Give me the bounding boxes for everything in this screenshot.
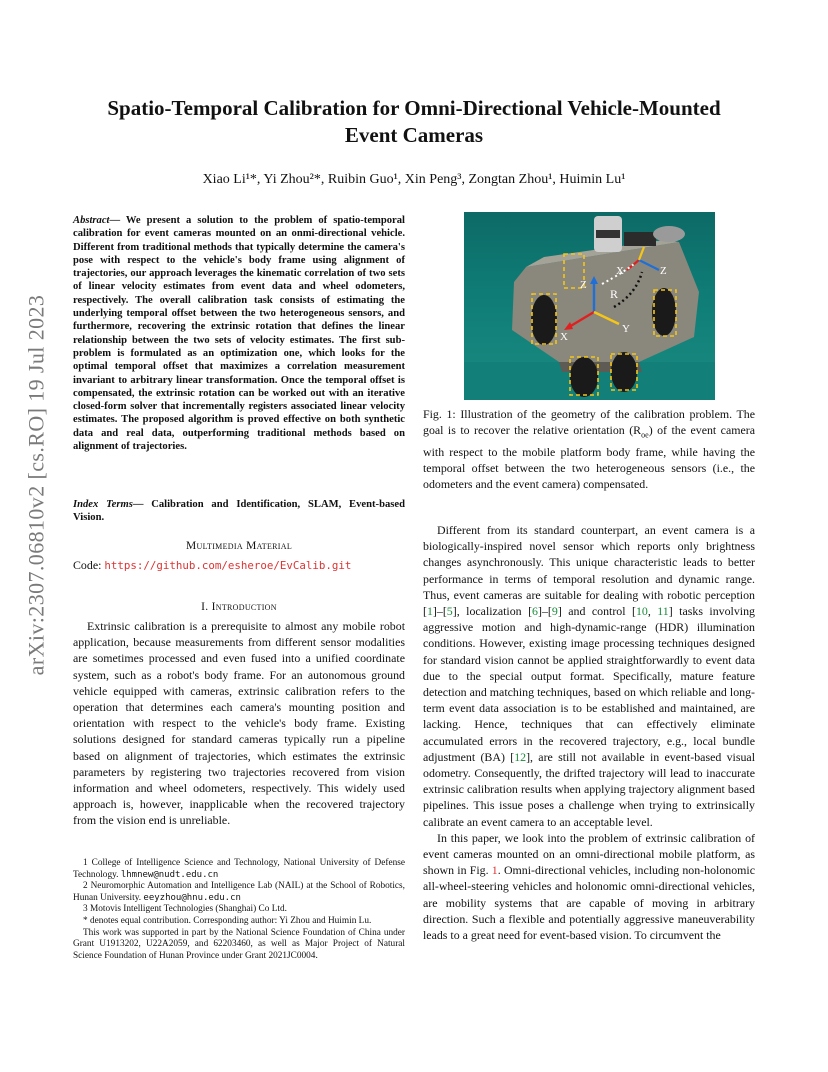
code-label: Code: — [73, 558, 105, 572]
citation-link[interactable]: 11 — [657, 604, 669, 619]
index-terms-lead: Index Terms — [73, 499, 133, 510]
right-column-body — [423, 522, 755, 943]
citation-link[interactable]: 12 — [514, 749, 527, 764]
wheel-icon — [531, 295, 557, 345]
paragraph: Different from its standard counterpart, an event camera is a biologically-inspired novel sensor which reports only brightness changes asynchronously. This unique characteristic leads to better performance in terms of temporal resolution and dynamic range. Thus, event cameras are suitable for dealing with robotic perception [1]–[5], localization [6]–[9] and control [10, 11] tasks involving aggressive motion and high-dynamic-range (HDR) illumination conditions. However, existing image processing techniques designed for standard vision cannot be applied straightforwardly to event data due to the special output format. Specifically, mature feature detection and matching techniques, based on which reliable and long-term event data association is to be established and maintained, are lacking. Hence, techniques that can effectively eliminate accumulated errors in the recovered trajectory, e.g., local bundle adjustment (BA) [12], are still not available in event-based visual odometry. Consequently, the drifted trajectory will lead to inaccurate extrinsic calibration results when applying trajectory alignment based pipelines. This issue poses a challenge when trying to extrinsically calibrate an event camera to an acceptable level. — [423, 523, 756, 829]
label-ze: Z — [660, 265, 667, 277]
citation-link[interactable]: 10 — [635, 604, 648, 619]
footnote-funding: This work was supported in part by the National Science Foundation of China under Grant U1913202, U22A2059, and 62203460, as well as Major Project of Natural Science Foundation of Hunan Province under Grant 2021JC0004. — [73, 927, 405, 961]
arxiv-stamp: arXiv:2307.06810v2 [cs.RO] 19 Jul 2023 — [23, 294, 48, 676]
event-camera — [624, 232, 656, 246]
paragraph: In this paper, we look into the problem of extrinsic calibration of event cameras mounted on an omni-directional mobile platform, as shown in Fig. 1. Omni-directional vehicles, including non-holonomic all-wheel-steering vehicles and holonomic omni-directional vehicles, are mobility systems that are capable of moving in arbitrary direction. Such a flexible and potentially aggressive maneuverability leads to a great need for event-based vision. To circumvent the — [423, 830, 755, 943]
index-terms-text: — Calibration and Identification, SLAM, Event-based Vision. — [73, 499, 405, 524]
abstract — [73, 214, 405, 453]
footnote-2: 2 Neuromorphic Automation and Intelligence Lab (NAIL) at the School of Robotics, Hunan University. eeyzhou@hnu.edu.cn — [73, 881, 405, 903]
label-z0: Z — [580, 279, 587, 291]
label-y0: Y — [622, 323, 630, 335]
code-link[interactable]: https://github.com/esheroe/EvCalib.git — [104, 559, 352, 572]
figure-robot-photo — [464, 212, 715, 400]
label-x0: X — [560, 331, 568, 343]
footnotes — [73, 858, 405, 962]
intro-heading: I. Introduction — [201, 601, 277, 613]
footnote-equal-contribution: * denotes equal contribution. Corresponding author: Yi Zhou and Huimin Lu. — [83, 915, 372, 926]
abstract-text: — We present a solution to the problem of spatio-temporal calibration for event cameras mounted on an onmi-directional vehicle. Different from traditional methods that typically determine the camera's pose with respect to the vehicle's body frame using alignment of trajectories, our approach leverages the kinematic correlation of two sets of linear velocity estimates from event data and wheel odometers, respectively. The overall calibration task consists of estimating the underlying temporal offset between the two heterogeneous sensors, and furthermore, recovering the extrinsic rotation that defines the linear relationship between the two sets of velocity estimates. The first sub-problem is formulated as an optimization one, which looks for the optimal temporal offset that maximizes a correlation measurement invariant to arbitrary linear transformation. Once the temporal offset is compensated, the extrinsic rotation can be worked out with an iterative closed-form solver that incrementally registers associated linear velocity estimates. The proposed algorithm is proved effective on both synthetic data and real data, outperforming traditional methods based on alignment of trajectories. — [73, 215, 405, 453]
citation-link[interactable]: 9 — [551, 604, 558, 619]
robot-illustration — [464, 212, 715, 400]
paper-title: Spatio-Temporal Calibration for Omni-Directional Vehicle-Mounted Event Cameras — [107, 96, 721, 147]
wheel-icon — [611, 352, 637, 392]
figure-caption: Fig. 1: Illustration of the geometry of the calibration problem. The goal is to recover the relative orientation $(R_{oe})$ of the event camera with respect to the mobile platform body frame, while having the temporal offset between the two heterogeneous sensors (i.e., the odometers and the event camera) compensated. — [423, 407, 755, 492]
figure-link[interactable]: 1 — [491, 863, 498, 878]
wheel-icon — [570, 357, 598, 397]
citation-link[interactable]: 5 — [446, 604, 453, 619]
abstract-lead: Abstract — [73, 215, 110, 226]
wheel-icon — [652, 288, 676, 336]
email-link[interactable]: eeyzhou@hnu.edu.cn — [143, 892, 241, 903]
email-link[interactable]: lhmnew@nudt.edu.cn — [120, 869, 219, 880]
footnote-1: 1 College of Intelligence Science and Technology, National University of Defense Technology. lhmnew@nudt.edu.cn — [73, 858, 405, 880]
author-list: Xiao Li¹*, Yi Zhou²*, Ruibin Guo¹, Xin Peng³, Zongtan Zhou¹, Huimin Lu¹ — [202, 172, 626, 187]
footnote-3: 3 Motovis Intelligent Technologies (Shanghai) Co Ltd. — [83, 904, 287, 915]
multimedia-heading: Multimedia Material — [185, 540, 293, 552]
code-line — [73, 558, 405, 573]
label-roe: R — [610, 287, 619, 301]
citation-link[interactable]: 1 — [426, 604, 433, 619]
intro-paragraph: Extrinsic calibration is a prerequisite to almost any mobile robot application, because measurements from different sensor modalities are sometimes processed and even fused into a unified coordinate system, such as a robot's body frame. For an autonomous ground vehicle equipped with cameras, extrinsic calibration refers to the operation that determines each camera's mounting position and orientation with respect to the vehicle's body frame. Existing solutions designed for standard cameras typically run a pipeline based on alignment of trajectories, which estimates the extrinsic parameters by registering two trajectories recovered from vision information and wheel odometers, respectively. This widely used approach is, however, inapplicable when the recovered trajectory from the vision end is unreliable. — [73, 619, 405, 828]
label-xe: X — [616, 265, 624, 277]
index-terms — [73, 498, 405, 525]
citation-link[interactable]: 6 — [532, 604, 538, 619]
